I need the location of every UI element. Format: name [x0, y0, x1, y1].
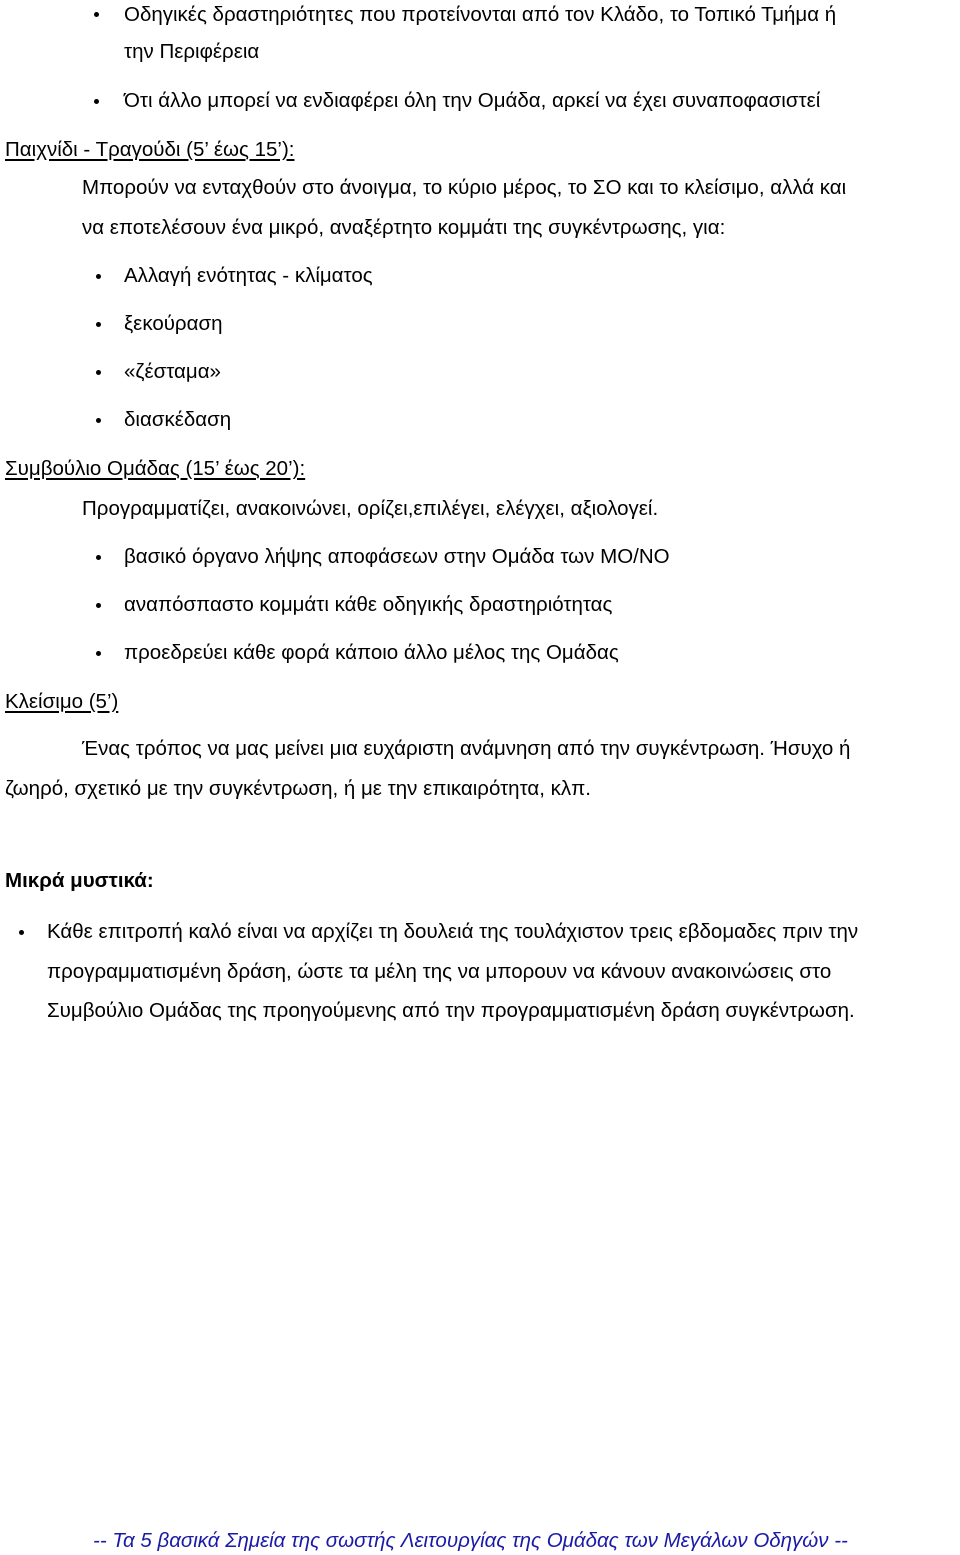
game-list-item: «ζέσταμα»: [124, 360, 221, 383]
bullet-icon: [94, 99, 99, 104]
bullet-icon: [19, 930, 24, 935]
section-heading-council: Συμβούλιο Ομάδας (15’ έως 20’):: [5, 457, 306, 480]
bullet-icon: [94, 12, 99, 17]
council-list-item: προεδρεύει κάθε φορά κάποιο άλλο μέλος της Ομάδας: [124, 641, 619, 664]
game-paragraph-line2: να εποτελέσουν ένα μικρό, αναξέρτητο κομμάτι της συγκέντρωσης, για:: [82, 216, 726, 239]
tips-list-item-line2: προγραμματισμένη δράση, ώστε τα μέλη της να μπορουν να κάνουν ανακοινώσεις στο: [47, 960, 832, 983]
game-paragraph-line1: Μπορούν να ενταχθούν στο άνοιγμα, το κύριο μέρος, το ΣΟ και το κλείσιμο, αλλά και: [82, 176, 847, 199]
section-heading-tips: Μικρά μυστικά:: [5, 869, 154, 892]
tips-list-item-line1: Κάθε επιτροπή καλό είναι να αρχίζει τη δουλειά της τουλάχιστον τρεις εβδομαδες πριν την: [47, 920, 859, 943]
list-item-guide-activities-cont: την Περιφέρεια: [124, 40, 260, 63]
closing-paragraph-line1: Ένας τρόπος να μας μείνει μια ευχάριστη ανάμνηση από την συγκέντρωση. Ήσυχο ή: [82, 737, 851, 760]
section-heading-closing: Κλείσιμο (5’): [5, 690, 119, 713]
tips-list-item-line3: Συμβούλιο Ομάδας της προηγούμενης από την προγραμματισμένη δράση συγκέντρωση.: [47, 999, 855, 1022]
closing-paragraph-line2: ζωηρό, σχετικό με την συγκέντρωση, ή με την επικαιρότητα, κλπ.: [5, 777, 591, 800]
list-item-guide-activities: Οδηγικές δραστηριότητες που προτείνονται από τον Κλάδο, το Τοπικό Τμήμα ή: [124, 3, 837, 26]
list-item-anything-else: Ότι άλλο μπορεί να ενδιαφέρει όλη την Ομάδα, αρκεί να έχει συναποφασιστεί: [124, 89, 821, 112]
game-list-item: Αλλαγή ενότητας - κλίματος: [124, 264, 373, 287]
section-heading-game: Παιχνίδι - Τραγούδι (5’ έως 15’):: [5, 138, 295, 161]
game-list-item: ξεκούραση: [124, 312, 223, 335]
council-paragraph: Προγραμματίζει, ανακοινώνει, ορίζει,επιλέγει, ελέγχει, αξιολογεί.: [82, 497, 659, 520]
bullet-icon: [96, 603, 101, 608]
bullet-icon: [96, 322, 101, 327]
bullet-icon: [96, 651, 101, 656]
bullet-icon: [96, 418, 101, 423]
bullet-icon: [96, 370, 101, 375]
game-list-item: διασκέδαση: [124, 408, 232, 431]
council-list-item: βασικό όργανο λήψης αποφάσεων στην Ομάδα των ΜΟ/ΝΟ: [124, 545, 670, 568]
bullet-icon: [96, 555, 101, 560]
council-list-item: αναπόσπαστο κομμάτι κάθε οδηγικής δραστηριότητας: [124, 593, 613, 616]
page-footer: -- Τα 5 βασικά Σημεία της σωστής Λειτουργίας της Ομάδας των Μεγάλων Οδηγών --: [93, 1529, 848, 1552]
bullet-icon: [96, 274, 101, 279]
